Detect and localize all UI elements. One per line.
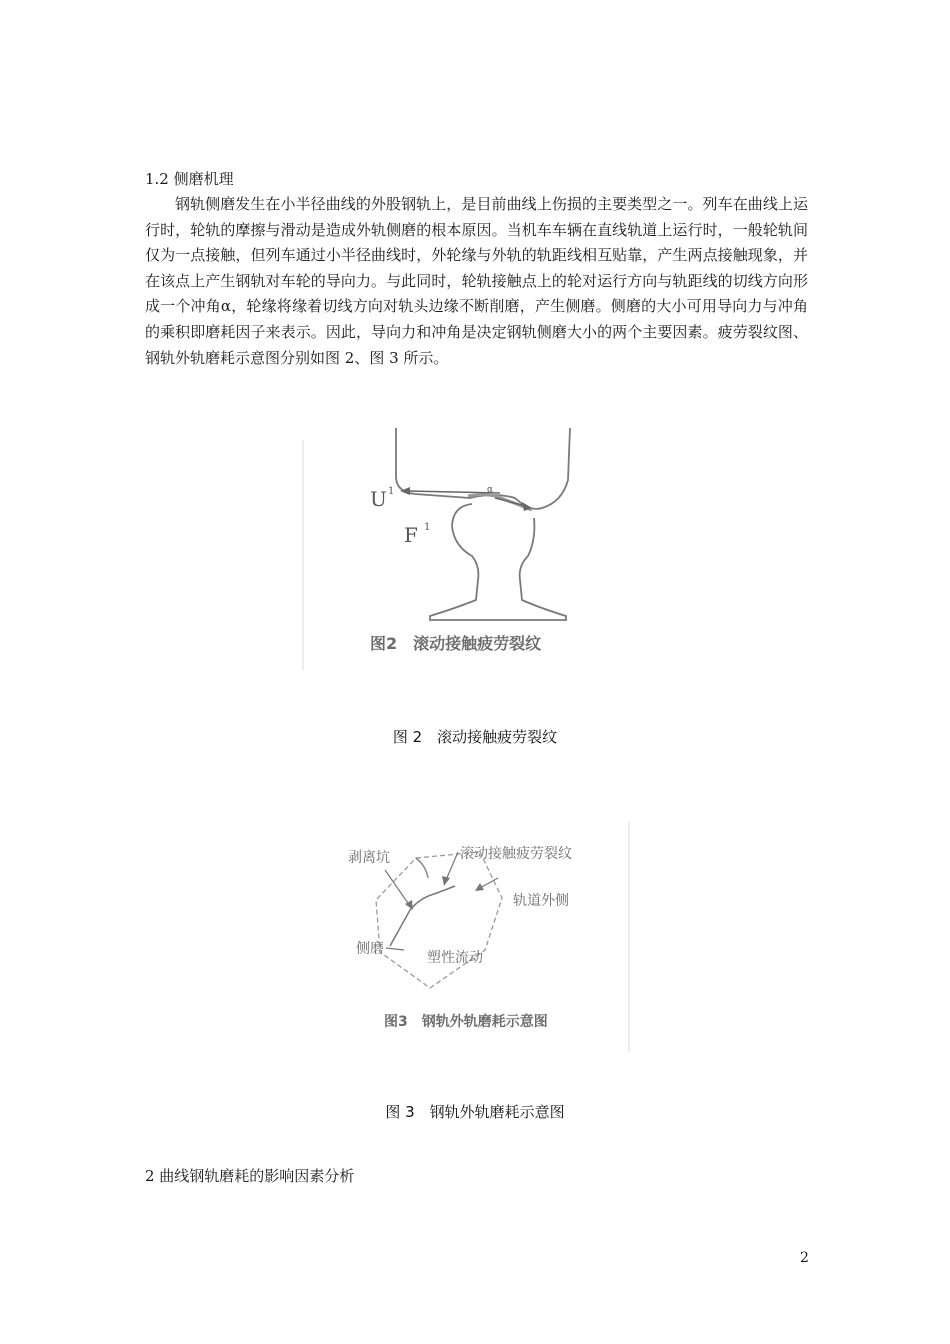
figure-3-caption: 图 3 钢轨外轨磨耗示意图	[385, 1103, 565, 1121]
rail-wear-schematic	[330, 820, 635, 1055]
label-u-superscript: 1	[388, 486, 395, 497]
label-side-wear: 侧磨	[356, 941, 384, 957]
section-heading: 1.2 侧磨机理	[145, 170, 234, 188]
figure-2-image	[300, 420, 620, 690]
figure-3-image	[330, 820, 635, 1055]
label-track-outer-side: 轨道外侧	[513, 893, 569, 909]
label-alpha: α	[487, 485, 494, 495]
figure-2-embedded-caption: 图2 滚动接触疲劳裂纹	[370, 634, 542, 653]
label-fatigue-crack: 滚动接触疲劳裂纹	[460, 846, 572, 862]
label-spall-pit: 剥离坑	[348, 850, 390, 866]
figure-2-caption: 图 2 滚动接触疲劳裂纹	[392, 728, 558, 746]
page-number: 2	[800, 1250, 809, 1266]
wheel-rail-contact-diagram	[300, 420, 620, 690]
label-plastic-flow: 塑性流动	[427, 950, 483, 966]
label-f-superscript: 1	[424, 522, 431, 533]
label-f: F	[404, 523, 418, 547]
figure-3-embedded-caption: 图3 钢轨外轨磨耗示意图	[384, 1014, 548, 1030]
section-2-heading: 2 曲线钢轨磨耗的影响因素分析	[145, 1167, 355, 1185]
body-paragraph: 钢轨侧磨发生在小半径曲线的外股钢轨上，是目前曲线上伤损的主要类型之一。列车在曲线上运行时，轮轨的摩擦与滑动是造成外轨侧磨的根本原因。当机车车辆在直线轨道上运行时，一般轮轨间仅为一点接触，但列车通过小半径曲线时，外轮缘与外轨的轨距线相互贴靠，产生两点接触现象，并在该点上产生钢轨对车轮的导向力。与此同时，轮轨接触点上的轮对运行方向与轨距线的切线方向形成一个冲角α，轮缘将缘着切线方向对轨头边缘不断削磨，产生侧磨。侧磨的大小可用导向力与冲角的乘积即磨耗因子来表示。因此，导向力和冲角是决定钢轨侧磨大小的两个主要因素。疲劳裂纹图、钢轨外轨磨耗示意图分别如图 2、图 3 所示。	[145, 195, 808, 367]
label-u: U	[370, 487, 387, 511]
